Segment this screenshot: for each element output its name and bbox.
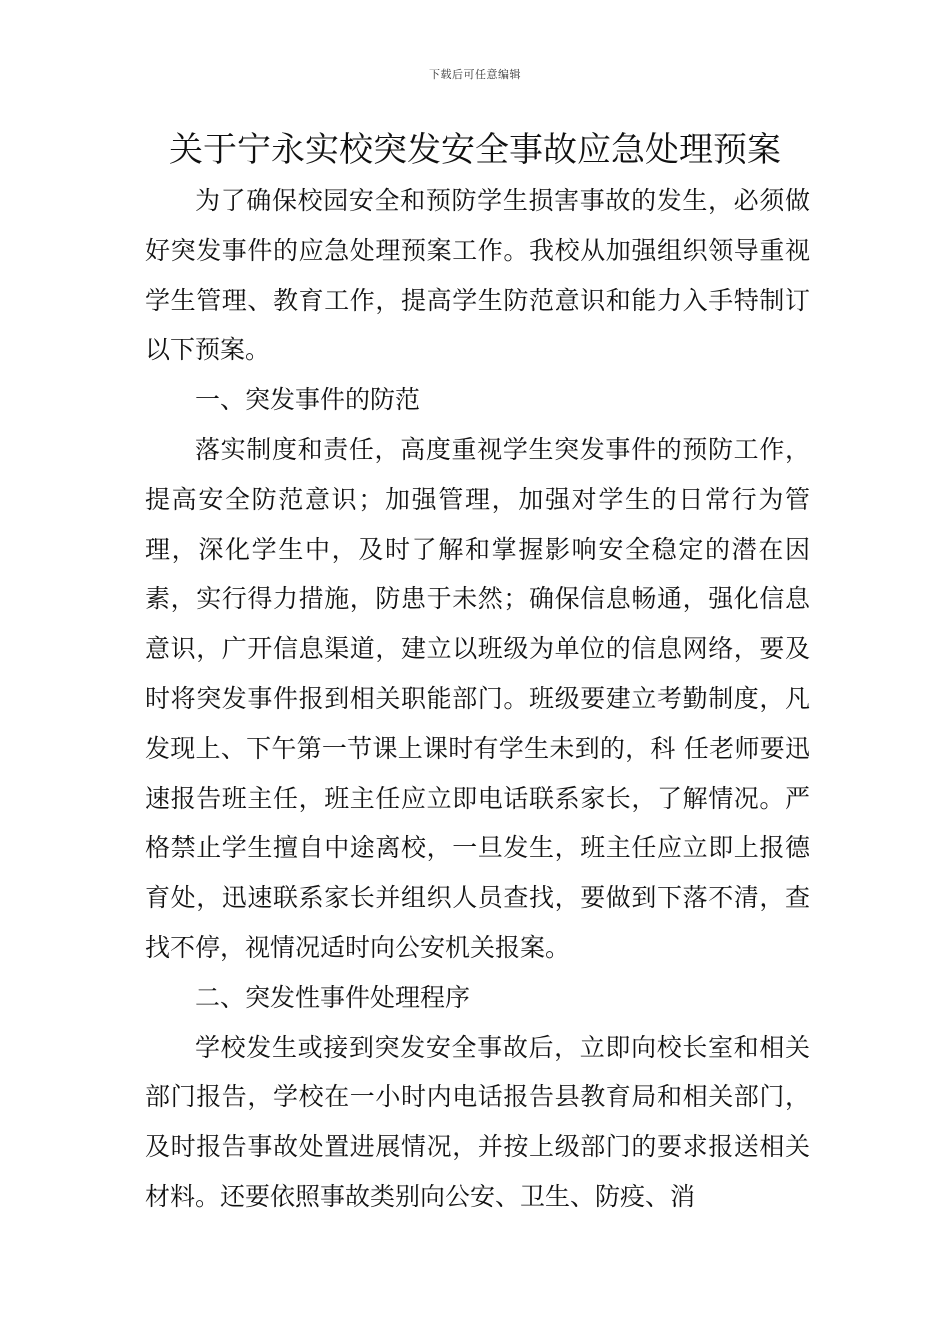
paragraph-procedure: 学校发生或接到突发安全事故后，立即向校长室和相关部门报告，学校在一小时内电话报告县教育局和相关部门，及时报告事故处置进展情况，并按上级部门的要求报送相关材料。还要依照事故类别向公安、卫生、防疫、消	[145, 1032, 810, 1211]
section-heading-1: 一、突发事件的防范	[195, 385, 421, 415]
document-title: 关于宁永实校突发安全事故应急处理预案	[169, 130, 781, 170]
section-heading-2: 二、突发性事件处理程序	[195, 982, 471, 1012]
paragraph-prevention: 落实制度和责任，高度重视学生突发事件的预防工作，提高安全防范意识；加强管理，加强对学生的日常行为管理，深化学生中，及时了解和掌握影响安全稳定的潜在因素，实行得力措施，防患于未然；确保信息畅通，强化信息意识，广开信息渠道，建立以班级为单位的信息网络，要及时将突发事件报到相关职能部门。班级要建立考勤制度，凡发现上、下午第一节课上课时有学生未到的，科 任老师要迅速报告班主任，班主任应立即电话联系家长，了解情况。严格禁止学生擅自中途离校，一旦发生，班主任应立即上报德育处，迅速联系家长并组织人员查找，要做到下落不清，查找不停，视情况适时向公安机关报案。	[145, 434, 810, 962]
paragraph-intro: 为了确保校园安全和预防学生损害事故的发生，必须做好突发事件的应急处理预案工作。我校从加强组织领导重视学生管理、教育工作，提高学生防范意识和能力入手特制订以下预案。	[145, 186, 810, 365]
header-note: 下载后可任意编辑	[429, 68, 521, 81]
document-body	[145, 176, 810, 1222]
